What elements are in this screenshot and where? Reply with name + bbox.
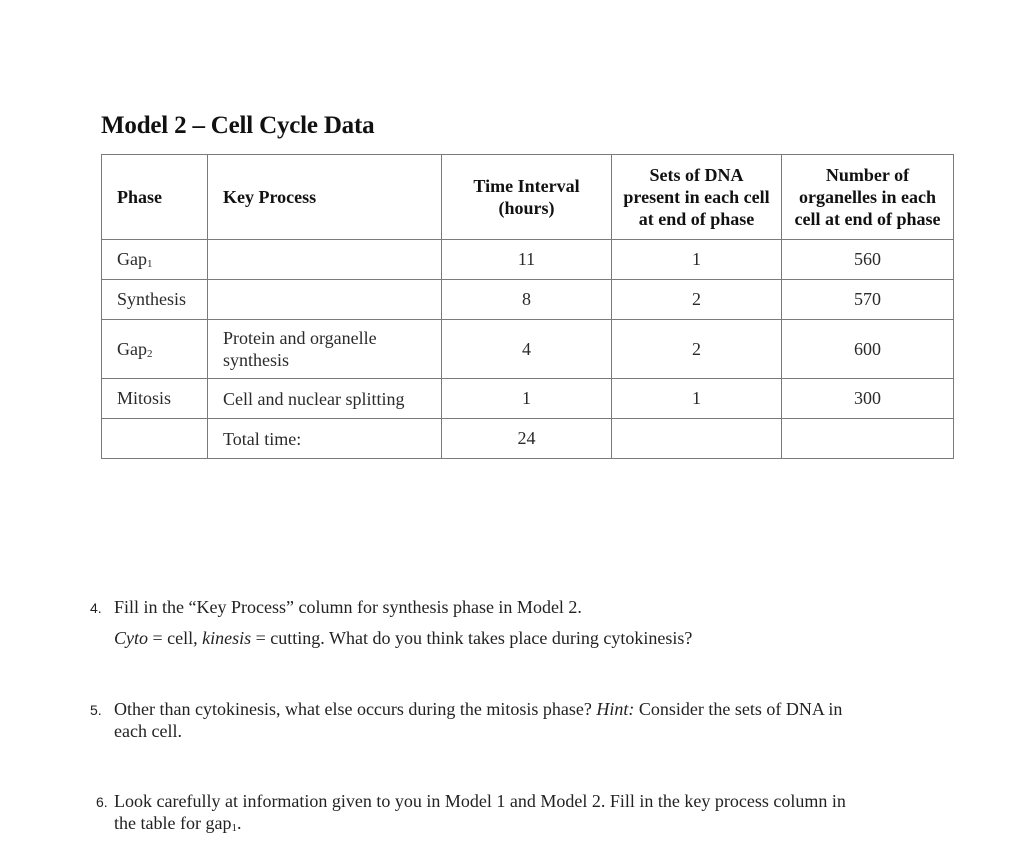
cell-key-process: Protein and organelle synthesis (208, 320, 442, 379)
cell-key-process-input[interactable] (208, 280, 442, 320)
header-key-process: Key Process (208, 155, 442, 240)
header-phase: Phase (102, 155, 208, 240)
cell-phase: Gap$_2$ (102, 320, 208, 379)
cell-time: 1 (442, 379, 612, 419)
table-row-gap1 (102, 240, 954, 280)
cell-total-label: Total time: (208, 419, 442, 459)
cell-dna: 2 (612, 320, 782, 379)
question-text: Look carefully at information given to you in Model 1 and Model 2. Fill in the key process column in the table for gap$_1$. (114, 791, 846, 834)
cell-key-process: Cell and nuclear splitting (208, 379, 442, 419)
table-row-synthesis (102, 280, 954, 320)
model-title: Model 2 – Cell Cycle Data (101, 112, 375, 139)
question-number: 5. (90, 702, 102, 718)
cell-organelles: 570 (782, 280, 954, 320)
question-text: Other than cytokinesis, what else occurs during the mitosis phase? Hint: Consider the sets of DNA in each cell. (114, 699, 843, 741)
cell-time: 8 (442, 280, 612, 320)
cell-dna: 2 (612, 280, 782, 320)
cell-cycle-table (101, 154, 954, 459)
cell-organelles: 600 (782, 320, 954, 379)
cell-key-process-input[interactable] (208, 240, 442, 280)
cell-organelles: 300 (782, 379, 954, 419)
header-number-of-organelles: Number of organelles in each cell at end of phase (782, 155, 954, 240)
question-number: 6. (96, 794, 108, 810)
question-5 (90, 698, 854, 742)
cell-dna: 1 (612, 379, 782, 419)
cell-phase: Synthesis (102, 280, 208, 320)
question-6 (90, 790, 854, 837)
cell-time: 4 (442, 320, 612, 379)
question-text: Fill in the “Key Process” column for synthesis phase in Model 2. (114, 597, 582, 617)
question-4-followup: Cyto = cell, kinesis = cutting. What do you think takes place during cytokinesis? (114, 628, 693, 648)
cell-total-time: 24 (442, 419, 612, 459)
cell-phase (102, 419, 208, 459)
table-row-total (102, 419, 954, 459)
question-4 (90, 596, 854, 619)
header-sets-of-dna: Sets of DNA present in each cell at end of phase (612, 155, 782, 240)
cell-organelles (782, 419, 954, 459)
question-number: 4. (90, 600, 102, 616)
cell-phase: Gap$_1$ (102, 240, 208, 280)
cell-organelles: 560 (782, 240, 954, 280)
cell-phase: Mitosis (102, 379, 208, 419)
table-header-row (102, 155, 954, 240)
header-time-interval: Time Interval (hours) (442, 155, 612, 240)
table-row-gap2 (102, 320, 954, 379)
table-row-mitosis (102, 379, 954, 419)
cell-dna: 1 (612, 240, 782, 280)
cell-dna (612, 419, 782, 459)
cell-time: 11 (442, 240, 612, 280)
